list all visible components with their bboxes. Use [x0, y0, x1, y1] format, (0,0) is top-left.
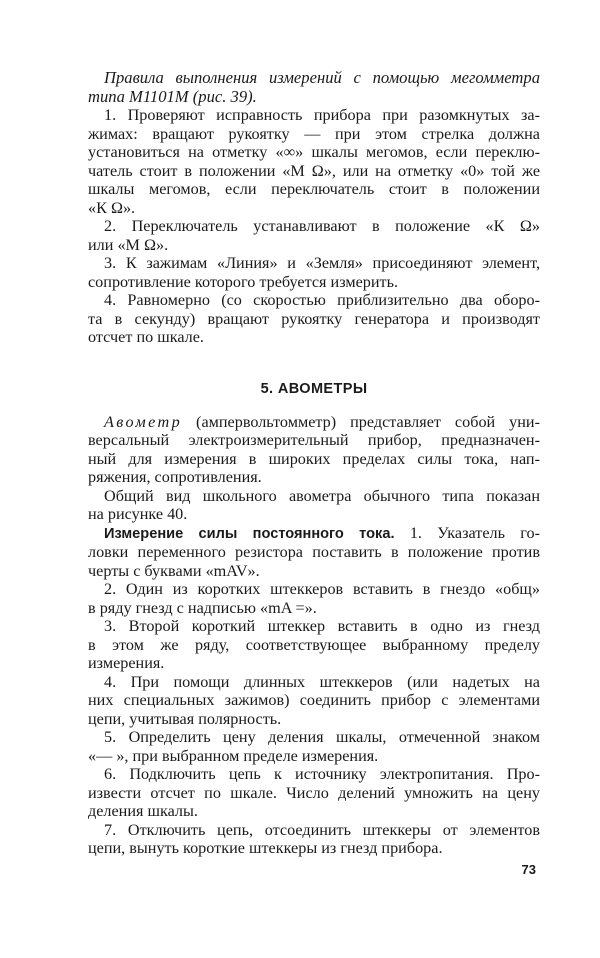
text-line: «— », при выбранном пределе измерения.: [88, 746, 379, 765]
step-6: [88, 765, 540, 821]
text-line: в этом же ряду, соответствующее выбранному пределу: [88, 635, 540, 654]
rules-title-line-1: Правила выполнения измерений с помощью мегомметра: [104, 68, 540, 87]
step-4: [88, 673, 540, 729]
text-line: 3. Второй короткий штеккер вставить в одно из гнезд: [104, 617, 540, 635]
text-line: [88, 413, 540, 432]
step-7: [88, 821, 540, 858]
text-line: цепи, вынуть короткие штеккеры из гнезд прибора.: [88, 839, 443, 857]
text-line: «К Ω».: [88, 198, 136, 217]
text-line: 5. Определить цену деления шкалы, отмеченной знаком: [104, 728, 540, 746]
text-line: сопротивление которого требуется измерить.: [88, 272, 399, 291]
section-heading: 5. АВОМЕТРЫ: [260, 380, 368, 397]
dc-measurement-paragraph: [88, 524, 540, 581]
rules-item-4: [88, 291, 540, 347]
text-line: 6. Подключить цепь к источнику электропитания. Про-: [104, 765, 540, 783]
text-line: измерения.: [88, 654, 165, 672]
text-line: ловки переменного резистора поставить в положение против: [88, 543, 540, 561]
text-line: них специальных зажимов) соединить прибор с элементами: [88, 691, 540, 709]
rules-item-3: [88, 254, 540, 291]
text-line: черты с буквами «mAV».: [88, 561, 260, 580]
text-line: [88, 524, 540, 544]
text-line: ный для измерения в широких пределах силы тока, нап-: [88, 449, 540, 468]
page-body: [88, 68, 540, 858]
text-line: та в секунду) вращают рукоятку генератора и производят: [88, 309, 540, 328]
text-line: жимах: вращают рукоятку — при этом стрелка должна: [88, 124, 540, 143]
text-run: 1. Указатель го-: [394, 523, 540, 542]
text-line: извести отсчет по шкале. Число делений умножить на цену: [88, 783, 540, 802]
rules-item-2: [88, 217, 540, 254]
text-line: 7. Отключить цепь, отсоединить штеккеры от элементов: [104, 820, 540, 839]
text-line: 2. Переключатель устанавливают в положение «К Ω»: [104, 217, 540, 235]
text-line: отсчет по шкале.: [88, 328, 204, 346]
text-line: в ряду гнезд с надписью «mA =».: [88, 598, 317, 617]
step-3: [88, 617, 540, 673]
rules-item-1: [88, 106, 540, 217]
text-line: цепи, учитывая полярность.: [88, 709, 282, 728]
intro-paragraph: [88, 413, 540, 487]
text-line: ряжения, сопротивления.: [88, 468, 262, 486]
text-line: или «М Ω».: [88, 235, 169, 254]
step-2: [88, 580, 540, 617]
page-number: 73: [521, 862, 536, 877]
text-line: Общий вид школьного авометра обычного типа показан: [104, 486, 540, 505]
text-line: шкалы мегомов, если переключатель стоит в положении: [88, 180, 540, 198]
general-view-paragraph: [88, 487, 540, 524]
text-line: 4. При помощи длинных штеккеров (или надетых на: [104, 672, 540, 691]
text-line: установиться на отметку «∞» шкалы мегомов, если переклю-: [88, 143, 540, 161]
term-avometr: Авометр: [104, 412, 183, 431]
text-line: 4. Равномерно (со скоростью приблизительно два оборо-: [104, 291, 540, 309]
text-line: на рисунке 40.: [88, 505, 188, 523]
text-line: чатель стоит в положении «М Ω», или на отметку «0» той же: [88, 161, 540, 180]
text-line: версальный электроизмерительный прибор, предназначен-: [88, 431, 540, 449]
text-line: 3. К зажимам «Линия» и «Земля» присоединяют элемент,: [104, 254, 540, 272]
rules-title-line-2: типа М1101М (рис. 39).: [88, 87, 257, 106]
text-line: 1. Проверяют исправность прибора при разомкнутых за-: [104, 106, 540, 124]
dc-measurement-lead: Измерение силы постоянного тока.: [104, 525, 395, 542]
text-run: (ампервольтомметр) представляет собой уни-: [182, 412, 540, 431]
step-5: [88, 728, 540, 765]
text-line: 2. Один из коротких штеккеров вставить в гнездо «общ»: [104, 580, 540, 598]
text-line: деления шкалы.: [88, 802, 198, 820]
